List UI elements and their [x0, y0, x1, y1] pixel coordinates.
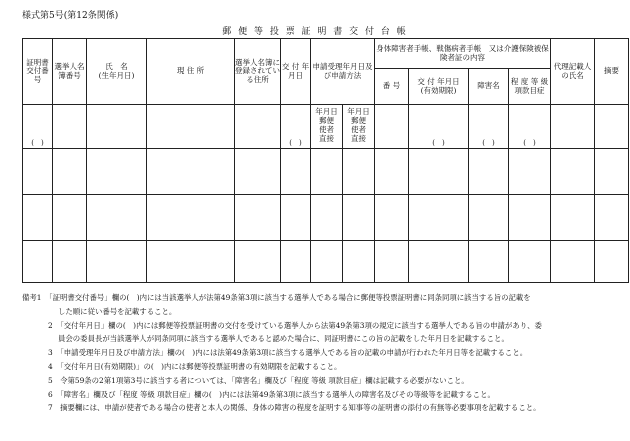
cell-empty[interactable]: [311, 149, 343, 195]
cell-empty[interactable]: [235, 149, 281, 195]
cell-empty[interactable]: [551, 149, 595, 195]
header-number: 番 号: [375, 69, 409, 105]
cell-empty[interactable]: [53, 149, 87, 195]
cell-empty[interactable]: [281, 195, 311, 241]
cell-empty[interactable]: [235, 241, 281, 283]
header-issue-date2-label: 交 付 年月日: [417, 76, 460, 86]
cell-empty[interactable]: [595, 149, 629, 195]
cell-empty[interactable]: [409, 195, 469, 241]
header-elector-no: 選挙人名簿番号: [53, 39, 87, 105]
cell-cert-no[interactable]: [23, 105, 53, 149]
note-item: 備考1 「証明書交付番号」欄の( )内には当該選挙人が法第49条第3項に該当する選挙人である場合に郵便等投票証明書に同条同項に該当する旨の記載を: [22, 293, 531, 302]
cell-empty[interactable]: [509, 149, 551, 195]
cell-empty[interactable]: [23, 241, 53, 283]
cell-empty[interactable]: [375, 149, 409, 195]
header-proxy: 代理記載人の氏名: [551, 39, 595, 105]
header-remarks: 摘要: [595, 39, 629, 105]
cell-remarks[interactable]: [595, 105, 629, 149]
header-name: [87, 39, 147, 105]
notes-section: [22, 291, 608, 415]
cell-registered-address[interactable]: [235, 105, 281, 149]
header-disability-group: 身体障害者手帳、戦傷病者手帳 又は介護保険被保険者証の内容: [375, 39, 551, 69]
cell-address[interactable]: [147, 105, 235, 149]
cell-empty[interactable]: [53, 195, 87, 241]
note-item: 6 「障害名」欄及び「程度 等級 項款目症」欄の( )内には法第49条第3項に該当する選挙人の障害名及びその等級等を記載すること。: [48, 389, 495, 399]
note-item: 7 摘要欄には、申請が使者である場合の使者と本人の関係、身体の障害の程度を証明する知事等の証明書の添付の有無等必要事項を記載すること。: [48, 403, 541, 413]
cell-empty[interactable]: [375, 241, 409, 283]
cell-empty[interactable]: [281, 149, 311, 195]
note-item: 員会の委員長が当該選挙人が同条同項に該当する選挙人であると認めた場合に、同証明書にこの旨の記載をした年月日を記載すること。: [58, 334, 509, 344]
header-address: 現 住 所: [147, 39, 235, 105]
cell-empty[interactable]: [469, 149, 509, 195]
ledger-table: [22, 38, 629, 283]
cell-empty[interactable]: [87, 149, 147, 195]
cell-empty[interactable]: [147, 149, 235, 195]
note-item: 3 「申請受理年月日及び申請方法」欄の( )内には法第49条第3項に該当する選挙人である旨の記載の申請が行われた年月日等を記載すること。: [48, 348, 528, 358]
cell-empty[interactable]: [469, 195, 509, 241]
cell-name[interactable]: [87, 105, 147, 149]
request-method-options: 年月日 郵便 使者 直接: [347, 107, 370, 143]
cell-empty[interactable]: [281, 241, 311, 283]
form-label: 様式第5号(第12条関係): [22, 11, 119, 21]
cell-empty[interactable]: [595, 195, 629, 241]
cell-empty[interactable]: [409, 149, 469, 195]
header-issue-date: 交 付 年月日: [281, 39, 311, 105]
request-method-options: 年月日 郵便 使者 直接: [315, 107, 338, 143]
cell-elector-no[interactable]: [53, 105, 87, 149]
cell-empty[interactable]: [235, 195, 281, 241]
cell-empty[interactable]: [343, 149, 375, 195]
page-title: 郵 便 等 投 票 証 明 書 交 付 台 帳: [222, 27, 408, 37]
header-request: 申請受理年月日及び申請方法: [311, 39, 375, 105]
cell-empty[interactable]: [509, 195, 551, 241]
header-name-label: 氏 名: [105, 61, 128, 71]
header-degree: 程 度 等 級 項款目症: [509, 69, 551, 105]
header-cert-no: 証明書交付番号: [23, 39, 53, 105]
paren-mark: ( ): [31, 139, 44, 148]
cell-degree[interactable]: [509, 105, 551, 149]
cell-request-method-2[interactable]: [343, 105, 375, 149]
paren-mark: ( ): [523, 139, 536, 148]
cell-empty[interactable]: [343, 241, 375, 283]
cell-issue-date[interactable]: [281, 105, 311, 149]
note-item: 2 「交付年月日」欄の( )内には郵便等投票証明書の交付を受けている選挙人から法第49条第3項の規定に該当する選挙人である旨の申請があり、委: [48, 320, 542, 330]
cell-empty[interactable]: [409, 241, 469, 283]
cell-proxy[interactable]: [551, 105, 595, 149]
cell-empty[interactable]: [509, 241, 551, 283]
cell-empty[interactable]: [87, 195, 147, 241]
cell-number[interactable]: [375, 105, 409, 149]
cell-empty[interactable]: [147, 195, 235, 241]
header-registered-address: 選挙人名簿に登録されている住所: [235, 39, 281, 105]
cell-empty[interactable]: [311, 195, 343, 241]
cell-empty[interactable]: [595, 241, 629, 283]
paren-mark: ( ): [289, 139, 302, 148]
cell-empty[interactable]: [343, 195, 375, 241]
header-disability-name: 障害名: [469, 69, 509, 105]
cell-empty[interactable]: [23, 195, 53, 241]
cell-disability-name[interactable]: [469, 105, 509, 149]
cell-empty[interactable]: [469, 241, 509, 283]
header-name-sub: (生年月日): [98, 70, 135, 80]
paren-mark: ( ): [482, 139, 495, 148]
cell-empty[interactable]: [87, 241, 147, 283]
paren-mark: ( ): [432, 139, 445, 148]
note-item: 5 令第59条の2第1項第3号に該当する者については、「障害名」欄及び「程度 等級 項款目症」欄は記載する必要がないこと。: [48, 375, 469, 385]
header-issue-date2-sub: (有効期限): [420, 85, 457, 95]
cell-empty[interactable]: [311, 241, 343, 283]
cell-empty[interactable]: [551, 195, 595, 241]
cell-issue-date2[interactable]: [409, 105, 469, 149]
note-item: 4 「交付年月日(有効期限)」の( )内には郵便等投票証明書の有効期限を記載すること。: [48, 361, 342, 371]
cell-empty[interactable]: [375, 195, 409, 241]
header-issue-date2: [409, 69, 469, 105]
cell-empty[interactable]: [53, 241, 87, 283]
note-item: した順に従い番号を記載すること。: [58, 306, 177, 316]
cell-empty[interactable]: [551, 241, 595, 283]
cell-request-method-1[interactable]: [311, 105, 343, 149]
cell-empty[interactable]: [23, 149, 53, 195]
cell-empty[interactable]: [147, 241, 235, 283]
